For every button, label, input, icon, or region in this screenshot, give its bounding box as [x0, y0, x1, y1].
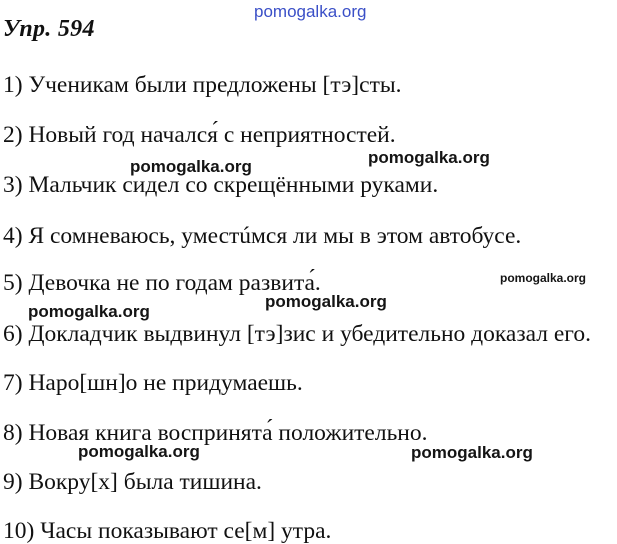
sentence-10: 10) Часы показывают се[м] утра. [3, 518, 332, 544]
watermark: pomogalka.org [411, 443, 533, 462]
watermark: pomogalka.org [130, 157, 252, 176]
sentence-1: 1) Ученикам были предложены [тэ]сты. [3, 72, 402, 98]
sentence-5: 5) Девочка не по годам развита́. [3, 270, 321, 296]
watermark: pomogalka.org [500, 271, 587, 285]
sentence-9: 9) Вокру[х] была тишина. [3, 469, 262, 495]
exercise-title: Упр. 594 [3, 16, 95, 42]
watermark: pomogalka.org [368, 148, 490, 167]
sentence-4: 4) Я сомневаюсь, уместúмся ли мы в этом автобусе. [3, 223, 522, 249]
watermark: pomogalka.org [28, 302, 150, 321]
sentence-8: 8) Новая книга воспринята́ положительно. [3, 420, 428, 446]
sentence-7: 7) Наро[шн]о не придумаешь. [3, 370, 303, 396]
sentence-3: 3) Мальчик сидел со скрещёнными руками. [3, 172, 439, 198]
watermark: pomogalka.org [78, 442, 200, 461]
watermark: pomogalka.org [265, 292, 387, 311]
header-watermark: pomogalka.org [254, 2, 367, 21]
sentence-2: 2) Новый год начался́ с неприятностей. [3, 122, 396, 148]
sentence-6: 6) Докладчик выдвинул [тэ]зис и убедительно доказал его. [3, 321, 591, 347]
